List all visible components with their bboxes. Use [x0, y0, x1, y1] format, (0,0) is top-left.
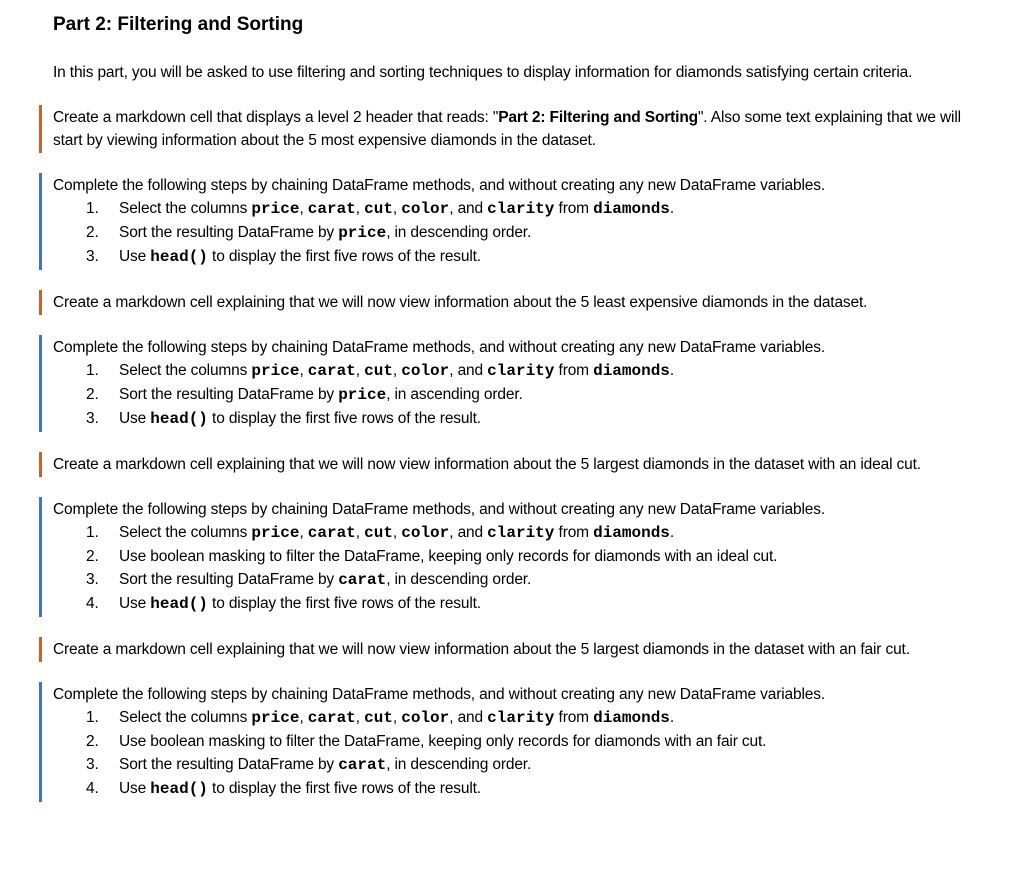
- step-number: 2.: [86, 548, 99, 565]
- code-term: cut: [364, 709, 393, 727]
- steps-block: [53, 498, 988, 616]
- block-text: [53, 498, 988, 521]
- text-segment: Select the columns: [119, 524, 252, 541]
- text-segment: , and: [449, 524, 488, 541]
- steps-list: [53, 359, 988, 431]
- block-text: [53, 336, 988, 359]
- step-number: 1.: [86, 200, 99, 217]
- code-term: color: [401, 362, 450, 380]
- step-number: 2.: [86, 224, 99, 241]
- markdown-note-block: [53, 638, 988, 661]
- step-item: [53, 706, 988, 730]
- code-term: diamonds: [593, 524, 670, 542]
- code-term: clarity: [487, 200, 555, 218]
- step-number: 3.: [86, 248, 99, 265]
- step-number: 2.: [86, 386, 99, 403]
- step-item: [53, 521, 988, 545]
- text-segment: ,: [392, 709, 402, 726]
- code-term: clarity: [487, 362, 555, 380]
- block-text: [53, 291, 988, 314]
- text-segment: Complete the following steps by chaining DataFrame methods, and without creating any new DataFrame variables.: [53, 686, 825, 703]
- text-segment: ,: [392, 362, 402, 379]
- code-term: cut: [364, 362, 393, 380]
- code-term: diamonds: [593, 200, 670, 218]
- code-term: head(): [150, 595, 208, 613]
- text-segment: .: [669, 709, 675, 726]
- text-segment: Select the columns: [119, 362, 252, 379]
- step-item: [53, 383, 988, 407]
- text-segment: ,: [299, 200, 308, 217]
- block-text: [53, 174, 988, 197]
- text-segment: Create a markdown cell explaining that we will now view information about the 5 largest diamonds in the dataset with an ideal cut.: [53, 456, 921, 473]
- bold-text: Part 2: Filtering and Sorting: [498, 109, 698, 126]
- code-term: cut: [364, 524, 393, 542]
- step-number: 4.: [86, 595, 99, 612]
- text-segment: Create a markdown cell explaining that we will now view information about the 5 largest diamonds in the dataset with an fair cut.: [53, 641, 910, 658]
- text-segment: .: [669, 362, 675, 379]
- code-term: carat: [307, 709, 356, 727]
- markdown-note-block: [53, 291, 988, 314]
- text-segment: Sort the resulting DataFrame by: [119, 386, 339, 403]
- code-term: price: [338, 224, 387, 242]
- code-term: carat: [338, 756, 387, 774]
- text-segment: Select the columns: [119, 200, 252, 217]
- text-segment: , and: [449, 200, 488, 217]
- text-segment: .: [669, 524, 675, 541]
- text-segment: Complete the following steps by chaining DataFrame methods, and without creating any new DataFrame variables.: [53, 339, 825, 356]
- block-text: [53, 106, 988, 152]
- text-segment: , in descending order.: [386, 224, 532, 241]
- steps-block: [53, 174, 988, 269]
- step-number: 3.: [86, 571, 99, 588]
- code-term: color: [401, 200, 450, 218]
- block-text: [53, 683, 988, 706]
- markdown-note-block: [53, 453, 988, 476]
- text-segment: Use boolean masking to filter the DataFrame, keeping only records for diamonds with an fair cut.: [119, 733, 767, 750]
- step-item: [53, 730, 988, 753]
- code-term: diamonds: [593, 362, 670, 380]
- step-item: [53, 359, 988, 383]
- step-number: 2.: [86, 733, 99, 750]
- text-segment: Complete the following steps by chaining DataFrame methods, and without creating any new DataFrame variables.: [53, 177, 825, 194]
- code-term: diamonds: [593, 709, 670, 727]
- text-segment: ,: [355, 709, 365, 726]
- text-segment: , in ascending order.: [386, 386, 523, 403]
- text-segment: Use: [119, 248, 151, 265]
- code-term: carat: [307, 524, 356, 542]
- code-term: color: [401, 709, 450, 727]
- code-term: head(): [150, 780, 208, 798]
- text-segment: to display the first five rows of the result.: [207, 595, 481, 612]
- steps-block: [53, 336, 988, 431]
- step-item: [53, 245, 988, 269]
- text-segment: ". Also some text explaining that we will start by viewing information about the 5 most expensive diamonds in the dataset.: [53, 109, 961, 149]
- code-term: color: [401, 524, 450, 542]
- text-segment: , and: [449, 362, 488, 379]
- page-title: Part 2: Filtering and Sorting: [53, 14, 304, 35]
- orange-left-bar: [39, 290, 42, 315]
- step-item: [53, 753, 988, 777]
- code-term: head(): [150, 410, 208, 428]
- text-segment: from: [554, 709, 594, 726]
- text-segment: ,: [355, 524, 365, 541]
- steps-list: [53, 197, 988, 269]
- text-segment: ,: [355, 362, 365, 379]
- markdown-note-block: [53, 106, 988, 152]
- text-segment: , and: [449, 709, 488, 726]
- text-segment: Sort the resulting DataFrame by: [119, 756, 339, 773]
- code-term: carat: [338, 571, 387, 589]
- orange-left-bar: [39, 637, 42, 662]
- text-segment: to display the first five rows of the result.: [207, 410, 481, 427]
- step-item: [53, 407, 988, 431]
- step-item: [53, 777, 988, 801]
- code-term: clarity: [487, 709, 555, 727]
- text-segment: , in descending order.: [386, 571, 532, 588]
- instruction-blocks: [53, 106, 988, 801]
- step-number: 1.: [86, 524, 99, 541]
- text-segment: Complete the following steps by chaining DataFrame methods, and without creating any new DataFrame variables.: [53, 501, 825, 518]
- text-segment: ,: [392, 200, 402, 217]
- text-segment: ,: [299, 524, 308, 541]
- text-segment: from: [554, 200, 594, 217]
- intro-paragraph: In this part, you will be asked to use filtering and sorting techniques to display information for diamonds satisfying certain criteria.: [53, 64, 913, 81]
- block-text: [53, 638, 988, 661]
- text-segment: Select the columns: [119, 709, 252, 726]
- text-segment: Create a markdown cell that displays a level 2 header that reads: ": [53, 109, 499, 126]
- code-term: cut: [364, 200, 393, 218]
- text-segment: Use: [119, 780, 151, 797]
- code-term: carat: [307, 200, 356, 218]
- code-term: clarity: [487, 524, 555, 542]
- text-segment: to display the first five rows of the result.: [207, 248, 481, 265]
- step-item: [53, 592, 988, 616]
- step-item: [53, 197, 988, 221]
- text-segment: ,: [392, 524, 402, 541]
- step-item: [53, 568, 988, 592]
- steps-block: [53, 683, 988, 801]
- step-number: 1.: [86, 709, 99, 726]
- blue-left-bar: [39, 335, 42, 432]
- code-term: head(): [150, 248, 208, 266]
- code-term: price: [251, 362, 300, 380]
- blue-left-bar: [39, 173, 42, 270]
- orange-left-bar: [39, 105, 42, 153]
- step-number: 4.: [86, 780, 99, 797]
- code-term: price: [251, 200, 300, 218]
- steps-list: [53, 521, 988, 616]
- code-term: price: [251, 524, 300, 542]
- text-segment: Use boolean masking to filter the DataFrame, keeping only records for diamonds with an ideal cut.: [119, 548, 778, 565]
- code-term: price: [251, 709, 300, 727]
- step-number: 1.: [86, 362, 99, 379]
- blue-left-bar: [39, 497, 42, 617]
- text-segment: Sort the resulting DataFrame by: [119, 571, 339, 588]
- text-segment: Use: [119, 595, 151, 612]
- text-segment: .: [669, 200, 675, 217]
- text-segment: ,: [299, 362, 308, 379]
- text-segment: , in descending order.: [386, 756, 532, 773]
- text-segment: from: [554, 362, 594, 379]
- text-segment: from: [554, 524, 594, 541]
- text-segment: Use: [119, 410, 151, 427]
- text-segment: to display the first five rows of the result.: [207, 780, 481, 797]
- steps-list: [53, 706, 988, 801]
- text-segment: ,: [355, 200, 365, 217]
- text-segment: Create a markdown cell explaining that we will now view information about the 5 least expensive diamonds in the dataset.: [53, 294, 868, 311]
- step-number: 3.: [86, 410, 99, 427]
- step-number: 3.: [86, 756, 99, 773]
- orange-left-bar: [39, 452, 42, 477]
- text-segment: ,: [299, 709, 308, 726]
- block-text: [53, 453, 988, 476]
- blue-left-bar: [39, 682, 42, 802]
- code-term: price: [338, 386, 387, 404]
- text-segment: Sort the resulting DataFrame by: [119, 224, 339, 241]
- code-term: carat: [307, 362, 356, 380]
- step-item: [53, 221, 988, 245]
- step-item: [53, 545, 988, 568]
